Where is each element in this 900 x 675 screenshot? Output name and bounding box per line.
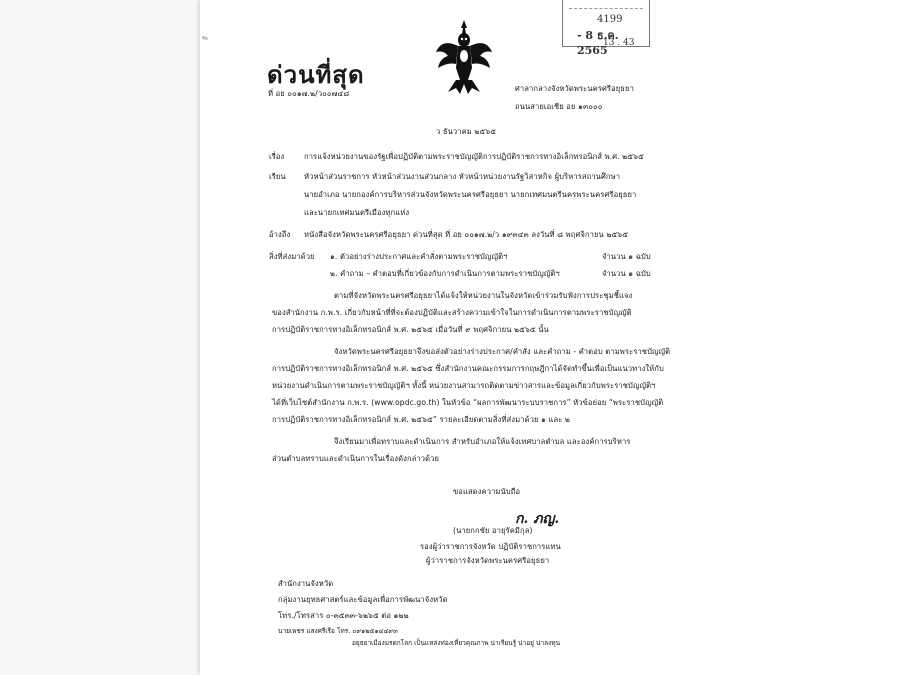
subject-text: การแจ้งหน่วยงานของรัฐเพื่อปฏิบัติตามพระราชบัญญัติการปฏิบัติราชการทางอิเล็กทรอนิกส์ พ.ศ. ๒๕๖๕	[304, 152, 644, 161]
body-paragraph-2-line: การปฏิบัติราชการทางอิเล็กทรอนิกส์ พ.ศ. ๒๕๖๕ ซึ่งสำนักงานคณะกรรมการกฤษฎีกาได้จัดทำขึ้นเพื่อเป็นแนวทางให้กับ	[272, 364, 664, 373]
stamp-time: 13 . 43	[603, 38, 635, 48]
to-line: และนายกเทศมนตรีเมืองทุกแห่ง	[304, 208, 410, 217]
urgency-heading: ด่วนที่สุด	[267, 61, 365, 89]
body-paragraph-2-line: ได้ที่เว็บไซต์สำนักงาน ก.พ.ร. (www.opdc.go.th) ในหัวข้อ “ผลการพัฒนาระบบราชการ” หัวข้อย่อย “พระราชบัญญัติ	[272, 398, 664, 407]
stamp-number: 4199	[597, 14, 623, 25]
body-paragraph-2-line: การปฏิบัติราชการทางอิเล็กทรอนิกส์ พ.ศ. ๒๕๖๕” รายละเอียดตามสิ่งที่ส่งมาด้วย ๑ และ ๒	[272, 415, 571, 424]
scan-mark: ✎	[200, 32, 211, 45]
contact-phone: โทร./โทรสาร ๐-๓๕๓๓-๖๒๖๕ ต่อ ๑๒๒	[278, 611, 409, 620]
body-paragraph-3-line: ส่วนตำบลทราบและดำเนินการในเรื่องดังกล่าวด้วย	[272, 454, 440, 463]
body-paragraph-2-line: จังหวัดพระนครศรีอยุธยาจึงขอส่งตัวอย่างร่างประกาศ/คำสั่ง และคำถาม - คำตอบ ตามพระราชบัญญัติ	[334, 347, 671, 356]
enclosure-qty: จำนวน ๑ ฉบับ	[602, 252, 651, 261]
stamp-date: - 8 ธ.ค. 2565	[577, 29, 619, 57]
body-paragraph-3-line: จึงเรียนมาเพื่อทราบและดำเนินการ สำหรับอำเภอให้แจ้งเทศบาลตำบล และองค์การบริหาร	[334, 437, 631, 446]
body-paragraph-1-line: การปฏิบัติราชการทางอิเล็กทรอนิกส์ พ.ศ. ๒๕๖๕ เมื่อวันที่ ๙ พฤศจิกายน ๒๕๖๕ นั้น	[272, 325, 549, 334]
body-paragraph-2-line: หน่วยงานดำเนินการตามพระราชบัญญัติฯ ทั้งนี้ หน่วยงานสามารถติดตามข่าวสารและข้อมูลเกี่ยวกับพระราชบัญญัติฯ	[272, 381, 656, 390]
slogan: อยุธยาเมืองมรดกโลก เป็นแหล่งท่องเที่ยวคุณภาพ น่าเรียนรู้ น่าอยู่ น่าลงทุน	[352, 639, 561, 647]
to-line: นายอำเภอ นายกองค์การบริหารส่วนจังหวัดพระนครศรีอยุธยา นายกเทศมนตรีนครพระนครศรีอยุธยา	[304, 190, 637, 199]
signer-position: ผู้ว่าราชการจังหวัดพระนครศรีอยุธยา	[426, 556, 550, 565]
closing: ขอแสดงความนับถือ	[453, 487, 521, 496]
reference-label: อ้างถึง	[269, 230, 291, 239]
signer-name: (นายกกชัย อายุรัคมีกุล)	[453, 526, 533, 535]
receiving-stamp	[562, 0, 650, 57]
to-label: เรียน	[269, 172, 286, 181]
body-paragraph-1-line: ของสำนักงาน ก.พ.ร. เกี่ยวกับหน้าที่ที่จะต้องปฏิบัติและสร้างความเข้าใจในการดำเนินการตามพระราชบัญญัติ	[272, 308, 632, 317]
signature: ก. ภญ.	[515, 511, 560, 527]
signer-position: รองผู้ว่าราชการจังหวัด ปฏิบัติราชการแทน	[420, 542, 561, 551]
document-number: ที่ อย ๐๐๑๗.๒/ว๐๐๗๔๘	[268, 89, 350, 98]
division: กลุ่มงานยุทธศาสตร์และข้อมูลเพื่อการพัฒนาจังหวัด	[278, 595, 448, 604]
letter-date: ว ธันวาคม ๒๕๖๕	[436, 127, 497, 136]
enclosure-label: สิ่งที่ส่งมาด้วย	[269, 252, 315, 261]
reference-text: หนังสือจังหวัดพระนครศรีอยุธยา ด่วนที่สุด ที่ อย ๐๐๑๗.๒/ว ๑๙๓๔๓ ลงวันที่ ๘ พฤศจิกายน ๒๕๖๕	[304, 230, 629, 239]
subject-label: เรื่อง	[269, 152, 285, 161]
staff-contact: นายเพชร แสงศรีเรือ โทร. ๐๙๑๒๕๑๔๔๙๓	[278, 627, 398, 635]
to-line: หัวหน้าส่วนราชการ หัวหน้าส่วนงานส่วนกลาง หัวหน้าหน่วยงานรัฐวิสาหกิจ ผู้บริหารสถานศึกษา	[304, 172, 621, 181]
enclosure-qty: จำนวน ๑ ฉบับ	[602, 269, 651, 278]
enclosure-item: ๒. คำถาม – คำตอบที่เกี่ยวข้องกับการดำเนินการตามพระราชบัญญัติฯ	[330, 269, 560, 278]
garuda-emblem-icon	[434, 18, 494, 96]
issuer-line-2: ถนนสายเอเชีย อย ๑๓๐๐๐	[515, 102, 603, 111]
office: สำนักงานจังหวัด	[278, 579, 334, 588]
enclosure-item: ๑. ตัวอย่างร่างประกาศและคำสั่งตามพระราชบัญญัติฯ	[330, 252, 508, 261]
issuer-line-1: ศาลากลางจังหวัดพระนครศรีอยุธยา	[515, 84, 634, 93]
body-paragraph-1-line: ตามที่จังหวัดพระนครศรีอยุธยาได้แจ้งให้หน่วยงานในจังหวัดเข้าร่วมรับฟังการประชุมชี้แจง	[334, 291, 633, 300]
